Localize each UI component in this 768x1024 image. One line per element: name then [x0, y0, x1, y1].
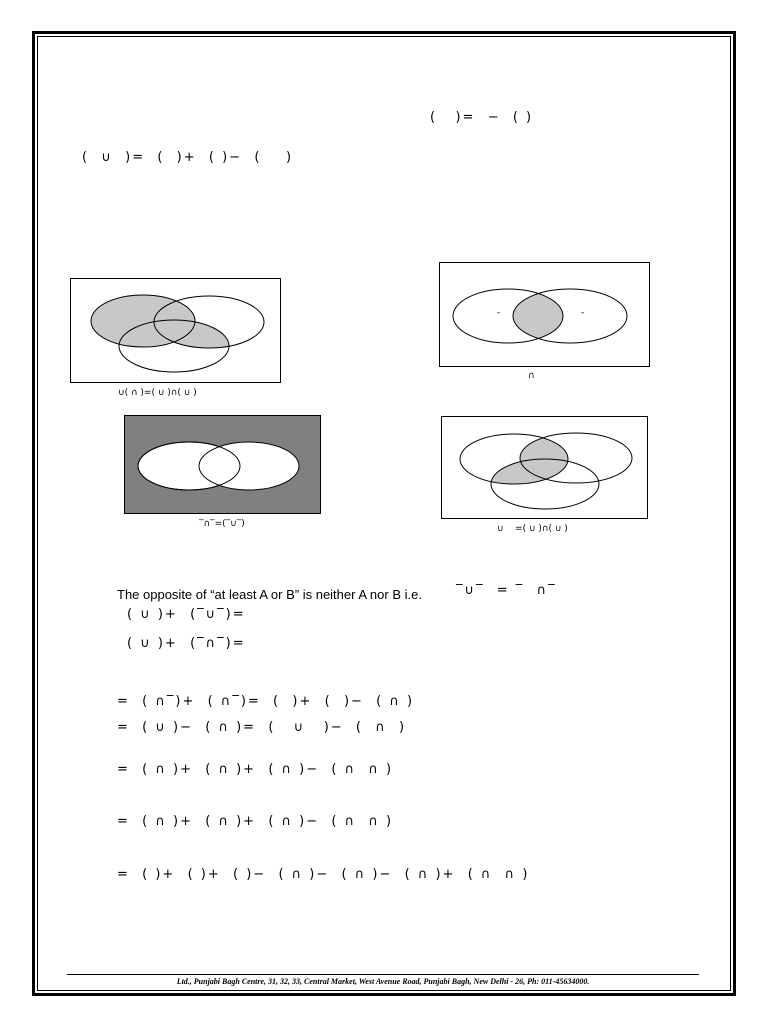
venn-diagram-distributive-union	[70, 278, 282, 384]
venn-diagram-distributive-intersection	[441, 416, 649, 520]
equation-5: = ( )+ ( )+ ( )− ( ∩ )− ( ∩ )− ( ∩ )+ ( ∩ ∩ )	[117, 867, 530, 882]
diagram-2-caption: ∩	[528, 371, 535, 381]
diagram-1-caption: ∪( ∩ )=( ∪ )∩( ∪ )	[118, 388, 197, 398]
probability-sum-line-b: ( ∪ )+ (‾∩‾)=	[127, 636, 246, 651]
opposite-statement: The opposite of “at least A or B” is neither A nor B i.e.	[117, 587, 422, 602]
equation-1: = ( ∩‾)+ ( ∩‾)= ( )+ ( )− ( ∩ )	[117, 694, 415, 709]
footer-address: Ltd., Punjabi Bagh Centre, 31, 32, 33, Central Market, West Avenue Road, Punjabi Bagh, New Delhi - 26, Ph: 011-45634000.	[176, 977, 590, 986]
diagram-3-caption: ‾∩‾=(‾∪‾)	[199, 519, 245, 529]
venn-diagram-de-morgan	[124, 415, 322, 515]
venn-diagram-intersection	[439, 262, 651, 368]
diagram-4-caption: ∪ =( ∪ )∩( ∪ )	[497, 524, 568, 534]
diagram-2-left-mark: -	[497, 308, 501, 318]
union-formula: ( ∪ )= ( )+ ( )− ( )	[82, 150, 294, 165]
probability-sum-line-a: ( ∪ )+ (‾∪‾)=	[127, 607, 246, 622]
diagram-2-right-mark: -	[581, 308, 585, 318]
equation-3: = ( ∩ )+ ( ∩ )+ ( ∩ )− ( ∩ ∩ )	[117, 762, 394, 777]
opposite-formula: ‾∪‾ = ‾ ∩‾	[456, 583, 557, 598]
equation-2: = ( ∪ )− ( ∩ )= ( ∪ )− ( ∩ )	[117, 720, 407, 735]
complement-formula: ( )= − ( )	[430, 110, 534, 125]
footer-rule	[67, 974, 699, 975]
equation-4: = ( ∩ )+ ( ∩ )+ ( ∩ )− ( ∩ ∩ )	[117, 814, 394, 829]
